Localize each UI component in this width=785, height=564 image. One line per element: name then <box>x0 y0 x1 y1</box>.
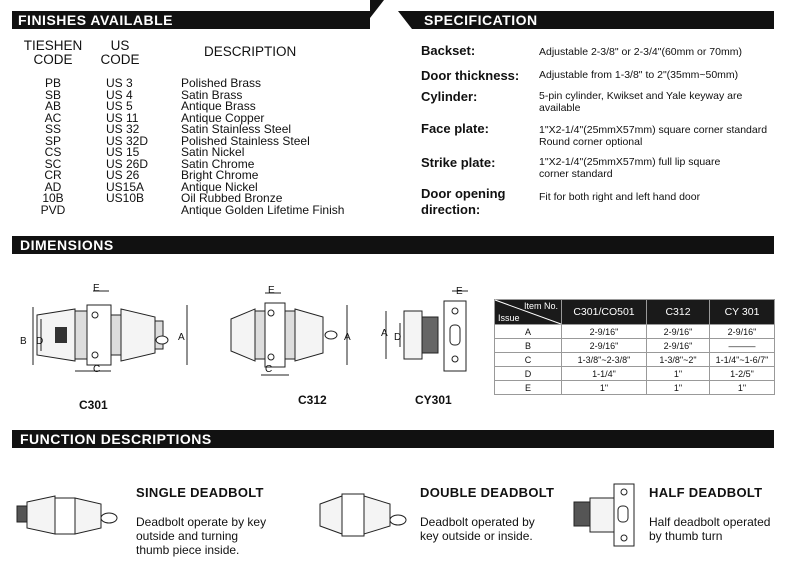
spec-door-opening-label: Door opening direction: <box>421 186 506 217</box>
c301-letter-c: C <box>93 364 101 375</box>
c301-letter-e: E <box>93 283 100 294</box>
row-value: 2-9/16" <box>647 325 710 339</box>
header-col-c312: C312 <box>647 300 710 325</box>
finish-us-code: US 5 <box>106 99 133 113</box>
dimensions-table-row <box>495 381 775 395</box>
spec-face-plate-value: 1"X2-1/4"(25mmX57mm) square corner standard Round corner optional <box>539 124 768 148</box>
double-deadbolt-desc-line-1: Deadbolt operated by <box>420 515 535 529</box>
single-deadbolt-desc-line-1: Deadbolt operate by key <box>136 515 267 529</box>
spec-door-thickness-label: Door thickness: <box>421 68 520 83</box>
row-issue: E <box>495 381 562 395</box>
cy301-letter-e: E <box>456 286 463 297</box>
cy301-letter-a: A <box>381 328 388 339</box>
finish-us-code: US 15 <box>106 145 140 159</box>
spec-strike-plate-label: Strike plate: <box>421 155 496 170</box>
spec-cylinder-value: 5-pin cylinder, Kwikset and Yale keyway are available <box>539 90 743 114</box>
finish-description: Polished Brass <box>181 76 262 90</box>
double-deadbolt-desc-line-2: key outside or inside. <box>420 529 533 543</box>
finish-code: SP <box>44 133 61 148</box>
row-issue: B <box>495 339 562 353</box>
caption-c301: C301 <box>79 398 108 412</box>
spec-backset-label: Backset: <box>421 43 476 58</box>
dimensions-table-row <box>495 367 775 381</box>
spec-face-plate-label: Face plate: <box>421 121 489 136</box>
header-item-no: Item No. <box>523 301 558 311</box>
row-value: 1-1/4" <box>562 367 647 381</box>
caption-cy301: CY301 <box>415 393 452 407</box>
single-deadbolt-title: SINGLE DEADBOLT <box>136 485 264 500</box>
finish-description: Satin Nickel <box>181 145 245 159</box>
row-value: 1-1/4"~1-6/7" <box>710 353 775 367</box>
spec-title: SPECIFICATION <box>424 12 538 28</box>
finish-code: SB <box>44 87 61 102</box>
finishes-title: FINISHES AVAILABLE <box>18 12 173 28</box>
finish-code: SS <box>44 122 61 136</box>
c301-letter-a: A <box>178 332 185 343</box>
finish-description: Antique Nickel <box>181 179 258 194</box>
spec-header-taper <box>398 11 412 29</box>
row-value: 1" <box>562 381 647 395</box>
c312-letter-a: A <box>344 332 351 343</box>
row-value: 2-9/16" <box>562 339 647 353</box>
header-corner <box>495 300 562 325</box>
spec-strike-plate-value: 1"X2-1/4"(25mmX57mm) full lip square corner standard <box>539 156 721 180</box>
row-value: 1" <box>710 381 775 395</box>
half-deadbolt-desc-line-1: Half deadbolt operated <box>649 515 771 529</box>
functions-title: FUNCTION DESCRIPTIONS <box>20 431 212 447</box>
finish-code: AD <box>44 179 62 194</box>
finish-description: Antique Brass <box>181 99 256 113</box>
finish-us-code: US 4 <box>106 87 133 102</box>
row-value: 2-9/16" <box>647 339 710 353</box>
half-deadbolt-desc-line-2: by thumb turn <box>649 529 723 543</box>
finish-code: CR <box>44 168 62 182</box>
spec-door-opening-value: Fit for both right and left hand door <box>539 191 701 203</box>
row-value: 2-9/16" <box>710 325 775 339</box>
finish-code: SC <box>44 156 62 171</box>
finish-description: Satin Brass <box>181 87 243 102</box>
row-value: 1" <box>647 367 710 381</box>
spec-cylinder-label: Cylinder: <box>421 89 478 104</box>
single-deadbolt-drawing <box>15 480 130 550</box>
finish-code: AB <box>44 99 61 113</box>
dimensions-table-header <box>495 300 775 325</box>
cy301-letter-d: D <box>394 332 402 343</box>
finish-us-code: US15A <box>106 179 145 194</box>
finish-code: CS <box>44 145 62 159</box>
finish-code: 10B <box>42 191 64 205</box>
double-deadbolt-drawing <box>318 480 418 550</box>
caption-c312: C312 <box>298 393 327 407</box>
dimensions-table-row <box>495 353 775 367</box>
finish-us-code: US 26D <box>106 156 149 171</box>
c301-letter-d: D <box>36 336 44 347</box>
row-value: 1" <box>647 381 710 395</box>
header-col-cy301: CY 301 <box>710 300 775 325</box>
row-value: ——— <box>710 339 775 353</box>
row-issue: A <box>495 325 562 339</box>
finish-us-code: US 11 <box>106 110 139 125</box>
finish-description: Bright Chrome <box>181 168 259 182</box>
header-col-c301: C301/CO501 <box>562 300 647 325</box>
finish-code: PB <box>44 76 61 90</box>
row-value: 1-2/5" <box>710 367 775 381</box>
c301-drawing <box>15 285 205 385</box>
finishes-header-taper <box>370 0 384 18</box>
finish-code: AC <box>44 110 62 125</box>
finish-description: Antique Golden Lifetime Finish <box>181 202 345 217</box>
finish-us-code: US 32 <box>106 122 140 136</box>
c301-letter-b: B <box>20 336 27 347</box>
finish-us-code: US10B <box>106 191 145 205</box>
finish-description: Polished Stainless Steel <box>181 133 310 148</box>
col-us-code: US CODE <box>100 38 140 67</box>
dimensions-table-row <box>495 339 775 353</box>
spec-backset-value: Adjustable 2-3/8" or 2-3/4"(60mm or 70mm) <box>539 46 742 58</box>
finish-description: Antique Copper <box>181 110 265 125</box>
col-description: DESCRIPTION <box>204 44 297 59</box>
spec-door-thickness-value: Adjustable from 1-3/8" to 2"(35mm~50mm) <box>539 69 739 81</box>
half-deadbolt-title: HALF DEADBOLT <box>649 485 763 500</box>
row-value: 2-9/16" <box>562 325 647 339</box>
half-deadbolt-drawing <box>570 480 640 550</box>
row-issue: C <box>495 353 562 367</box>
finish-code: PVD <box>40 202 66 217</box>
row-issue: D <box>495 367 562 381</box>
dimensions-title: DIMENSIONS <box>20 237 114 253</box>
finish-description: Satin Stainless Steel <box>181 122 292 136</box>
finish-description: Satin Chrome <box>181 156 255 171</box>
finish-us-code: US 26 <box>106 168 140 182</box>
col-tieshen-code: TIESHEN CODE <box>23 38 83 67</box>
c312-letter-e: E <box>268 285 275 296</box>
double-deadbolt-title: DOUBLE DEADBOLT <box>420 485 555 500</box>
row-value: 1-3/8"~2" <box>647 353 710 367</box>
c312-letter-c: C <box>265 364 273 375</box>
single-deadbolt-desc-line-3: thumb piece inside. <box>136 543 240 557</box>
header-issue: Issue <box>498 313 520 323</box>
dimensions-table <box>494 299 775 395</box>
finish-us-code: US 3 <box>106 76 133 90</box>
finish-description: Oil Rubbed Bronze <box>181 191 283 205</box>
single-deadbolt-desc-line-2: outside and turning <box>136 529 239 543</box>
dimensions-header-bar <box>12 236 774 254</box>
dimensions-table-row <box>495 325 775 339</box>
row-value: 1-3/8"~2-3/8" <box>562 353 647 367</box>
finish-us-code: US 32D <box>106 133 149 148</box>
